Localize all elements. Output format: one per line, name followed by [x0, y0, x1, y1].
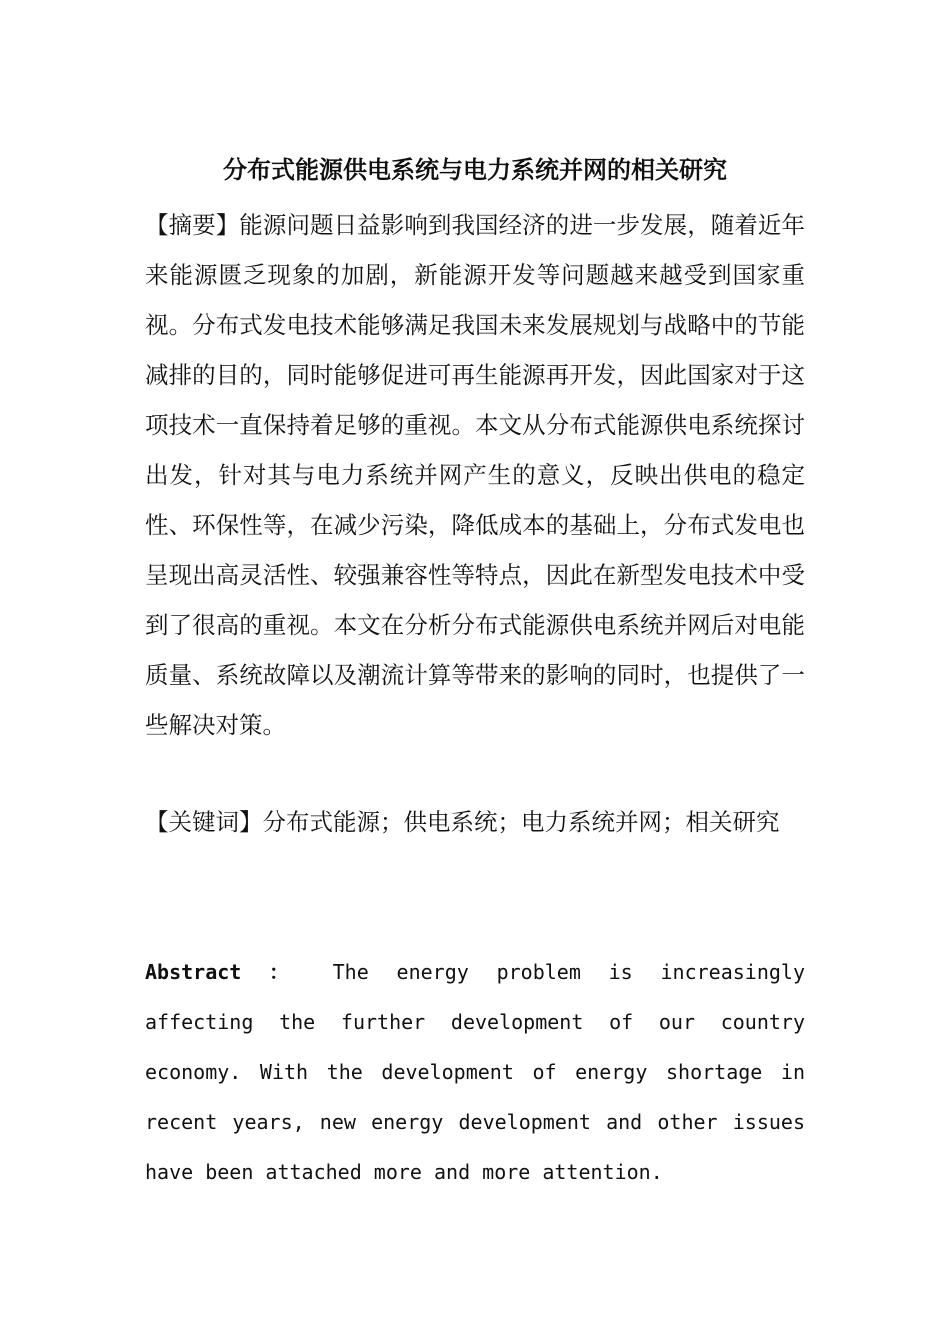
keywords-chinese	[145, 797, 805, 847]
page-title: 分布式能源供电系统与电力系统并网的相关研究	[223, 155, 727, 184]
keywords-label: 【关键词】	[145, 808, 263, 836]
abstract-text: 能源问题日益影响到我国经济的进一步发展，随着近年来能源匮乏现象的加剧，新能源开发等问题越来越受到国家重视。分布式发电技术能够满足我国未来发展规划与战略中的节能减排的目的，同时能够促进可再生能源再开发，因此国家对于这项技术一直保持着足够的重视。本文从分布式能源供电系统探讨出发，针对其与电力系统并网产生的意义，反映出供电的稳定性、环保性等，在减少污染，降低成本的基础上，分布式发电也呈现出高灵活性、较强兼容性等特点，因此在新型发电技术中受到了很高的重视。本文在分析分布式能源供电系统并网后对电能质量、系统故障以及潮流计算等带来的影响的同时，也提供了一些解决对策。	[145, 211, 805, 739]
abstract-english-label: Abstract ：	[145, 960, 305, 984]
abstract-label: 【摘要】	[145, 211, 240, 239]
abstract-chinese	[145, 200, 805, 750]
abstract-english-text: The energy problem is increasingly affecting the further development of our country economy. With the development of energy shortage in recent years, new energy development and other issues have been attached more and more attention.	[145, 960, 805, 1184]
keywords-text: 分布式能源；供电系统；电力系统并网；相关研究	[262, 808, 780, 836]
abstract-english	[145, 947, 805, 1197]
